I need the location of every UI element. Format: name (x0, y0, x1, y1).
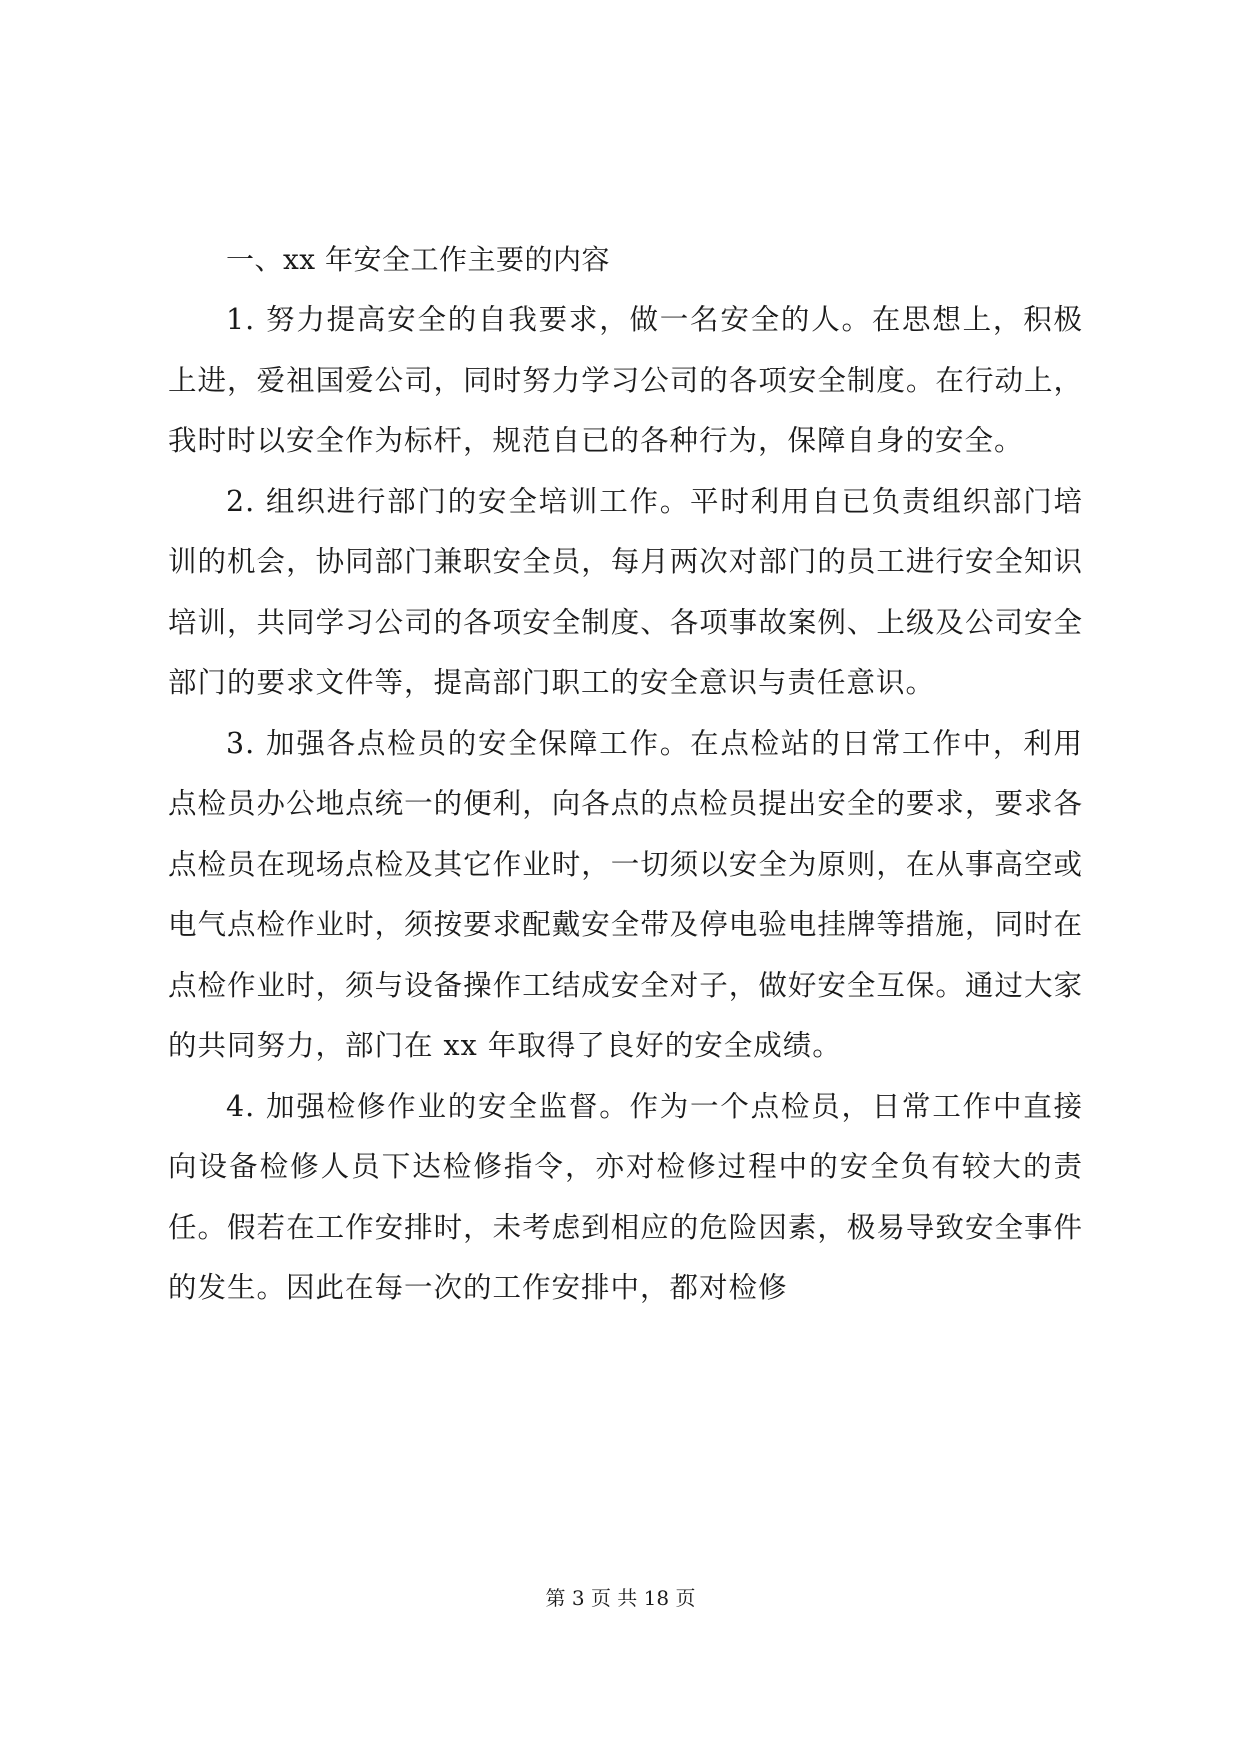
paragraph-4: 4. 加强检修作业的安全监督。作为一个点检员，日常工作中直接向设备检修人员下达检修指令，亦对检修过程中的安全负有较大的责任。假若在工作安排时，未考虑到相应的危险因素，极易导致安全事件的发生。因此在每一次的工作安排中，都对检修 (168, 1089, 1083, 1304)
section-heading: 一、xx 年安全工作主要的内容 (226, 243, 610, 276)
paragraph-3: 3. 加强各点检员的安全保障工作。在点检站的日常工作中，利用点检员办公地点统一的便利，向各点的点检员提出安全的要求，要求各点检员在现场点检及其它作业时，一切须以安全为原则，在从事高空或电气点检作业时，须按要求配戴安全带及停电验电挂牌等措施，同时在点检作业时，须与设备操作工结成安全对子，做好安全互保。通过大家的共同努力，部门在 xx 年取得了良好的安全成绩。 (168, 726, 1083, 1062)
paragraph-1: 1. 努力提高安全的自我要求，做一名安全的人。在思想上，积极上进，爱祖国爱公司，同时努力学习公司的各项安全制度。在行动上，我时时以安全作为标杆，规范自已的各种行为，保障自身的安全。 (168, 303, 1083, 457)
page-number-footer: 第 3 页 共 18 页 (545, 1586, 696, 1610)
paragraph-2: 2. 组织进行部门的安全培训工作。平时利用自已负责组织部门培训的机会，协同部门兼职安全员，每月两次对部门的员工进行安全知识培训，共同学习公司的各项安全制度、各项事故案例、上级及公司安全部门的要求文件等，提高部门职工的安全意识与责任意识。 (168, 484, 1083, 699)
document-body (168, 230, 1083, 1319)
